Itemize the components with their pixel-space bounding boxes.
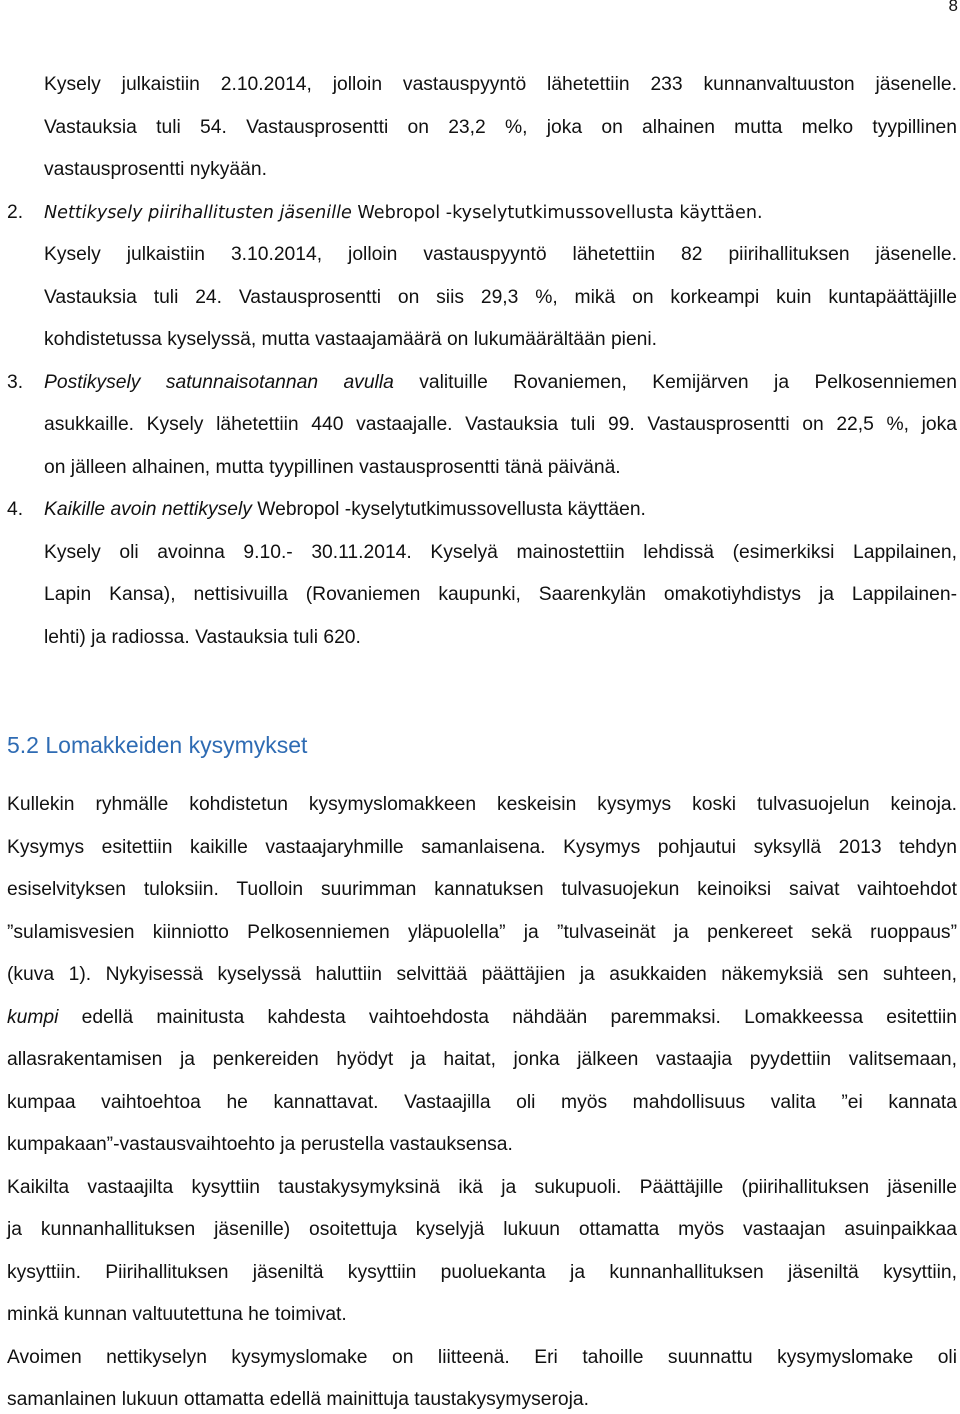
item4-title-italic: Kaikille avoin nettikysely (44, 499, 252, 520)
item2-line3: Vastauksia tuli 24. Vastausprosentti on siis 29,3 %, mikä on korkeampi kuin kuntapäättäjille (44, 287, 957, 308)
para1-line3: esiselvityksen tuloksiin. Tuolloin suurimman kannatuksen tulvasuojekun keinoiksi saivat vaihtoehdot (7, 879, 957, 900)
item2-title (44, 201, 763, 225)
item3-number: 3. (7, 372, 24, 393)
item3-title (44, 371, 957, 395)
para2-line3: kysyttiin. Piirihallituksen jäseniltä kysyttiin puoluekanta ja kunnanhallituksen jäseniltä kysyttiin, (7, 1262, 957, 1283)
item1-line1: Kysely julkaistiin 2.10.2014, jolloin vastauspyyntö lähetettiin 233 kunnanvaltuuston jäsenelle. (44, 74, 957, 95)
para2-line4: minkä kunnan valtuutettuna he toimivat. (7, 1304, 347, 1325)
section-number: 5.2 (7, 732, 39, 758)
item1-line3: vastausprosentti nykyään. (44, 159, 267, 180)
para1-line8: kumpaa vaihtoehtoa he kannattavat. Vastaajilla oli myös mahdollisuus valita ”ei kannata (7, 1092, 957, 1113)
para1-line6-rest: edellä mainitusta kahdesta vaihtoehdosta nähdään paremmaksi. Lomakkeessa esitettiin (58, 1007, 957, 1028)
para1-line2: Kysymys esitettiin kaikille vastaajaryhmille samanlaisena. Kysymys pohjautui syksyllä 2013 tehdyn (7, 837, 957, 858)
para1-line9: kumpakaan”-vastausvaihtoehto ja perustella vastauksensa. (7, 1134, 513, 1155)
item2-number: 2. (7, 202, 24, 223)
item4-line3: Lapin Kansa), nettisivuilla (Rovaniemen kaupunki, Saarenkylän omakotiyhdistys ja Lappilainen- (44, 584, 957, 605)
para3-line1: Avoimen nettikyselyn kysymyslomake on liitteenä. Eri tahoille suunnattu kysymyslomake oli (7, 1347, 957, 1368)
para1-line4: ”sulamisvesien kiinniotto Pelkosenniemen yläpuolella” ja ”tulvaseinät ja penkereet sekä ruoppaus” (7, 922, 957, 943)
item4-line4: lehti) ja radiossa. Vastauksia tuli 620. (44, 627, 361, 648)
item4-line2: Kysely oli avoinna 9.10.- 30.11.2014. Kyselyä mainostettiin lehdissä (esimerkiksi Lappilainen, (44, 542, 957, 563)
item3-line2: asukkaille. Kysely lähetettiin 440 vastaajalle. Vastauksia tuli 99. Vastausprosentti on 22,5 %, joka (44, 414, 957, 435)
para1-line1: Kullekin ryhmälle kohdistetun kysymyslomakkeen keskeisin kysymys koski tulvasuojelun keinoja. (7, 794, 957, 815)
item1-line2: Vastauksia tuli 54. Vastausprosentti on 23,2 %, joka on alhainen mutta melko tyypillinen (44, 117, 957, 138)
para2-line2: ja kunnanhallituksen jäsenille) osoitettuja kyselyjä lukuun ottamatta myös vastaajan asuinpaikkaa (7, 1219, 957, 1240)
item4-number: 4. (7, 499, 24, 520)
item2-line2: Kysely julkaistiin 3.10.2014, jolloin vastauspyyntö lähetettiin 82 piirihallituksen jäsenelle. (44, 244, 957, 265)
item2-title-italic: Nettikysely piirihallitusten jäsenille (44, 203, 352, 223)
item2-line4: kohdistetussa kyselyssä, mutta vastaajamäärä on lukumäärältään pieni. (44, 329, 658, 350)
para3-line2: samanlainen lukuun ottamatta edellä mainittuja taustakysymyseroja. (7, 1389, 589, 1410)
item3-title-italic: Postikysely satunnaisotannan avulla (44, 372, 394, 393)
item3-line3: on jälleen alhainen, mutta tyypillinen vastausprosentti tänä päivänä. (44, 457, 621, 478)
para1-line5: (kuva 1). Nykyisessä kyselyssä haluttiin selvittää päättäjien ja asukkaiden näkemyksiä sen suhteen, (7, 964, 957, 985)
item2-title-rest: Webropol -kyselytutkimussovellusta käyttäen. (351, 203, 763, 223)
item3-title-rest: valituille Rovaniemen, Kemijärven ja Pelkosenniemen (393, 372, 957, 393)
para2-line1: Kaikilta vastaajilta kysyttiin taustakysymyksinä ikä ja sukupuoli. Päättäjille (piirihallituksen jäsenille (7, 1177, 957, 1198)
item4-title (44, 498, 646, 522)
section-heading (7, 731, 307, 759)
para1-line7: allasrakentamisen ja penkereiden hyödyt ja haitat, jonka jälkeen vastaajia pyydettiin valitsemaan, (7, 1049, 957, 1070)
item4-title-rest: Webropol -kyselytutkimussovellusta käyttäen. (251, 499, 646, 520)
section-title: Lomakkeiden kysymykset (38, 732, 308, 758)
page-number: 8 (948, 0, 958, 15)
para1-line6 (7, 1006, 957, 1030)
para1-line6-italic: kumpi (7, 1007, 59, 1028)
